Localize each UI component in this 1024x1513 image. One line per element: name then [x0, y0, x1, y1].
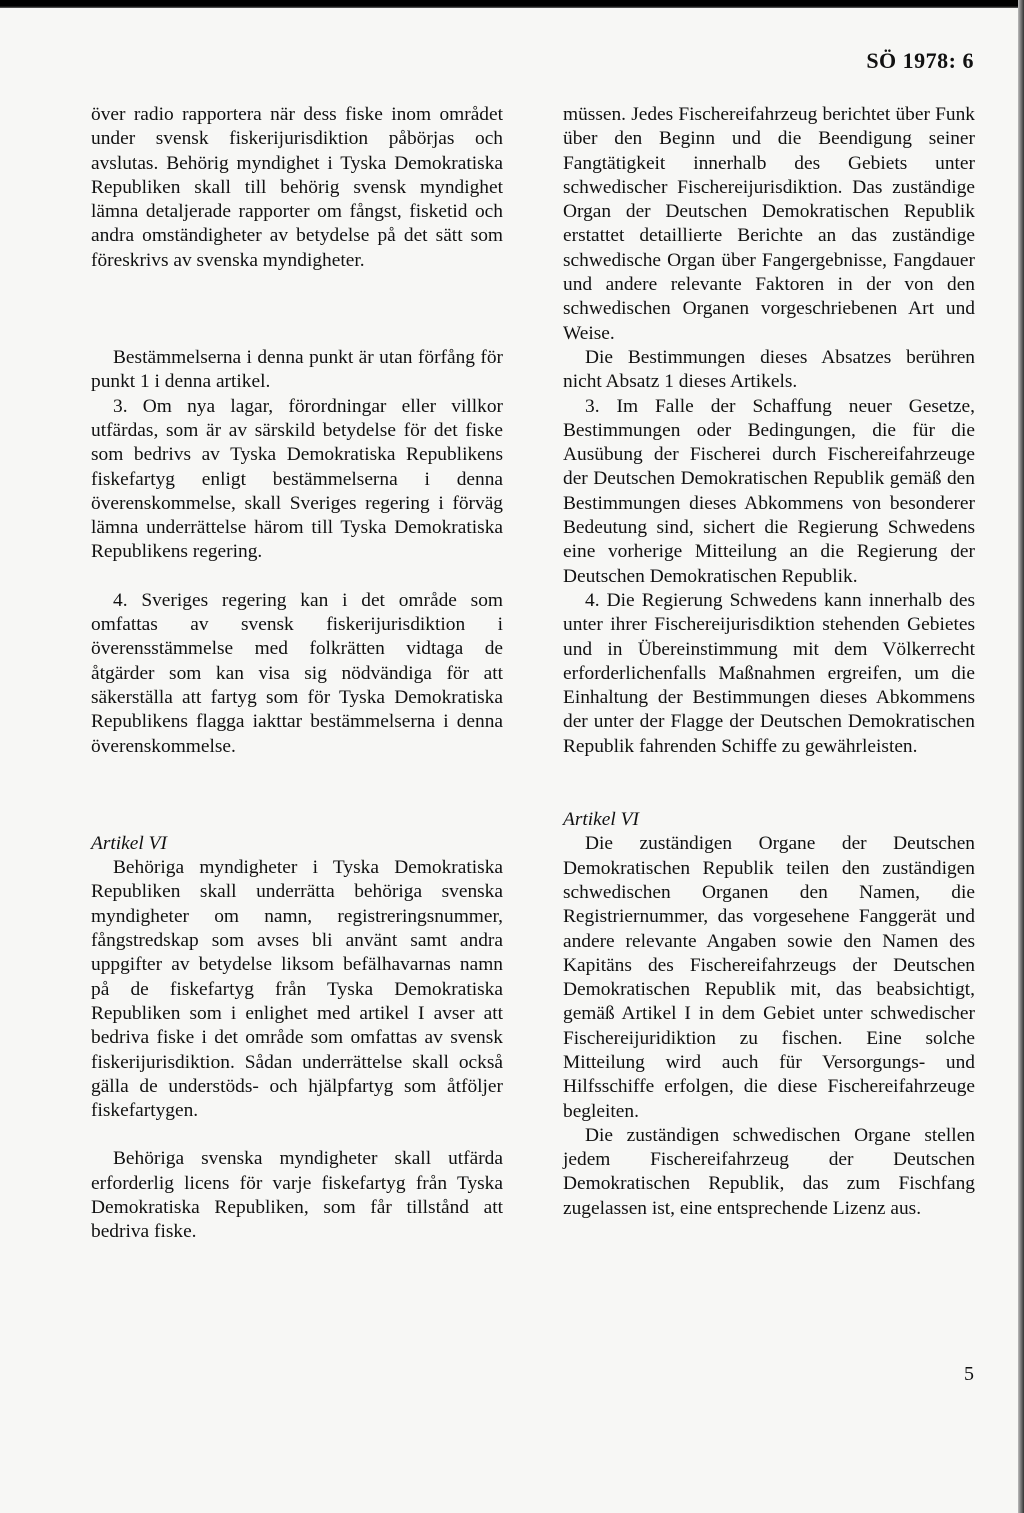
swedish-column [91, 103, 503, 1245]
sv-paragraph-6: Behöriga svenska myndigheter skall utfärda erforderlig licens för varje fiskefartyg från Tyska Demokratiska Republiken, som får tillstånd att bedriva fiske. [91, 1148, 503, 1243]
de-paragraph-6: Die zuständigen schwedischen Organe stellen jedem Fischereifahrzeug der Deutschen Demokratischen Republik, das zum Fischfang zugelassen ist, eine entsprechende Lizenz aus. [563, 1124, 975, 1219]
scan-right-edge [1018, 0, 1024, 1513]
de-paragraph-5: Die zuständigen Organe der Deutschen Demokratischen Republik teilen den zuständigen schwedischen Organen den Namen, die Registriernummer, das vorgesehene Fanggerät und andere relevante Angaben sowie den Namen des Kapitäns des Fischereifahrzeugs der Deutschen Demokratischen Republik mit, das beabsichtigt, gemäß Artikel I in dem Gebiet unter schwedischer Fischereijuridiktion zu fischen. Eine solche Mitteilung wird auch für Versorgungs- und Hilfsschiffe erfolgen, die diese Fischereifahrzeuge begleiten. [563, 833, 975, 1122]
de-article-heading: Artikel VI [563, 809, 639, 831]
document-reference: SÖ 1978: 6 [866, 48, 974, 73]
de-paragraph-3: 3. Im Falle der Schaffung neuer Gesetze, Bestimmungen oder Bedingungen, die für die Ausübung der Fischerei durch Fischereifahrzeuge der Deutschen Demokratischen Republik gemäß den Bestimmungen dieses Abkommens von besonderer Bedeutung sind, sichert die Regierung Schwedens eine vorherige Mitteilung an die Regierung der Deutschen Demokratischen Republik. [563, 395, 975, 587]
sv-paragraph-5: Behöriga myndigheter i Tyska Demokratiska Republiken skall underrätta behöriga svenska myndigheter om namn, registreringsnummer, fångstredskap som avses bli använt samt andra uppgifter av betydelse liksom befälhavarnas namn på de fiskefartyg från Tyska Demokratiska Republiken som i enlighet med artikel I avser att bedriva fiske i det område som omfattas av svensk fiskerijurisdiktion. Sådan underrättelse skall också gälla de understöds- och hjälpfartyg som åtföljer fiskefartygen. [91, 857, 503, 1122]
de-paragraph-2: Die Bestimmungen dieses Absatzes berühren nicht Absatz 1 dieses Artikels. [563, 346, 975, 393]
page-number: 5 [964, 1363, 974, 1385]
de-paragraph-4: 4. Die Regierung Schwedens kann innerhalb des unter ihrer Fischereijurisdiktion stehenden Gebietes und in Übereinstimmung mit dem Völkerrecht erforderlichenfalls Maßnahmen ergreifen, um die Einhaltung der Bestimmungen dieses Abkommens der unter der Flagge der Deutschen Demokratischen Republik fahrenden Schiffe zu gewährleisten. [563, 589, 975, 757]
sv-paragraph-2: Bestämmelserna i denna punkt är utan förfång för punkt 1 i denna artikel. [91, 347, 503, 393]
scan-top-edge [0, 0, 1024, 8]
sv-article-heading: Artikel VI [91, 832, 167, 854]
sv-paragraph-4: 4. Sveriges regering kan i det område som omfattas av svensk fiskerijurisdiktion i överensstämmelse med folkrätten vidtaga de åtgärder som kan visa sig nödvändiga för att säkerställa att fartyg som för Tyska Demokratiska Republikens flagga iakttar bestämmelserna i denna överenskommelse. [91, 589, 503, 757]
sv-paragraph-3: 3. Om nya lagar, förordningar eller villkor utfärdas, som är av särskild betydelse för det fiske som bedrivs av Tyska Demokratiska Republikens fiskefartyg enligt bestämmelserna i denna överenskommelse, skall Sveriges regering i förväg lämna underrättelse härom till Tyska Demokratiska Republikens regering. [91, 395, 503, 563]
sv-paragraph-1: över radio rapportera när dess fiske inom området under svensk fiskerijurisdiktion påbörjas och avslutas. Behörig myndighet i Tyska Demokratiska Republiken skall till behörig svensk myndighet lämna detaljerade rapporter om fångst, fisketid och andra omständigheter av betydelse på det sätt som föreskrivs av svenska myndigheter. [91, 104, 503, 271]
german-column [563, 103, 975, 1221]
de-paragraph-1: müssen. Jedes Fischereifahrzeug berichtet über Funk über den Beginn und die Beendigung seiner Fangtätigkeit innerhalb des Gebiets unter schwedischer Fischereijurisdiktion. Das zuständige Organ der Deutschen Demokratischen Republik erstattet detaillierte Berichte an das zuständige schwedische Organ über Fangergebnisse, Fangdauer und andere relevante Faktoren in der von den schwedischen Organen vorgeschriebenen Art und Weise. [563, 104, 975, 344]
